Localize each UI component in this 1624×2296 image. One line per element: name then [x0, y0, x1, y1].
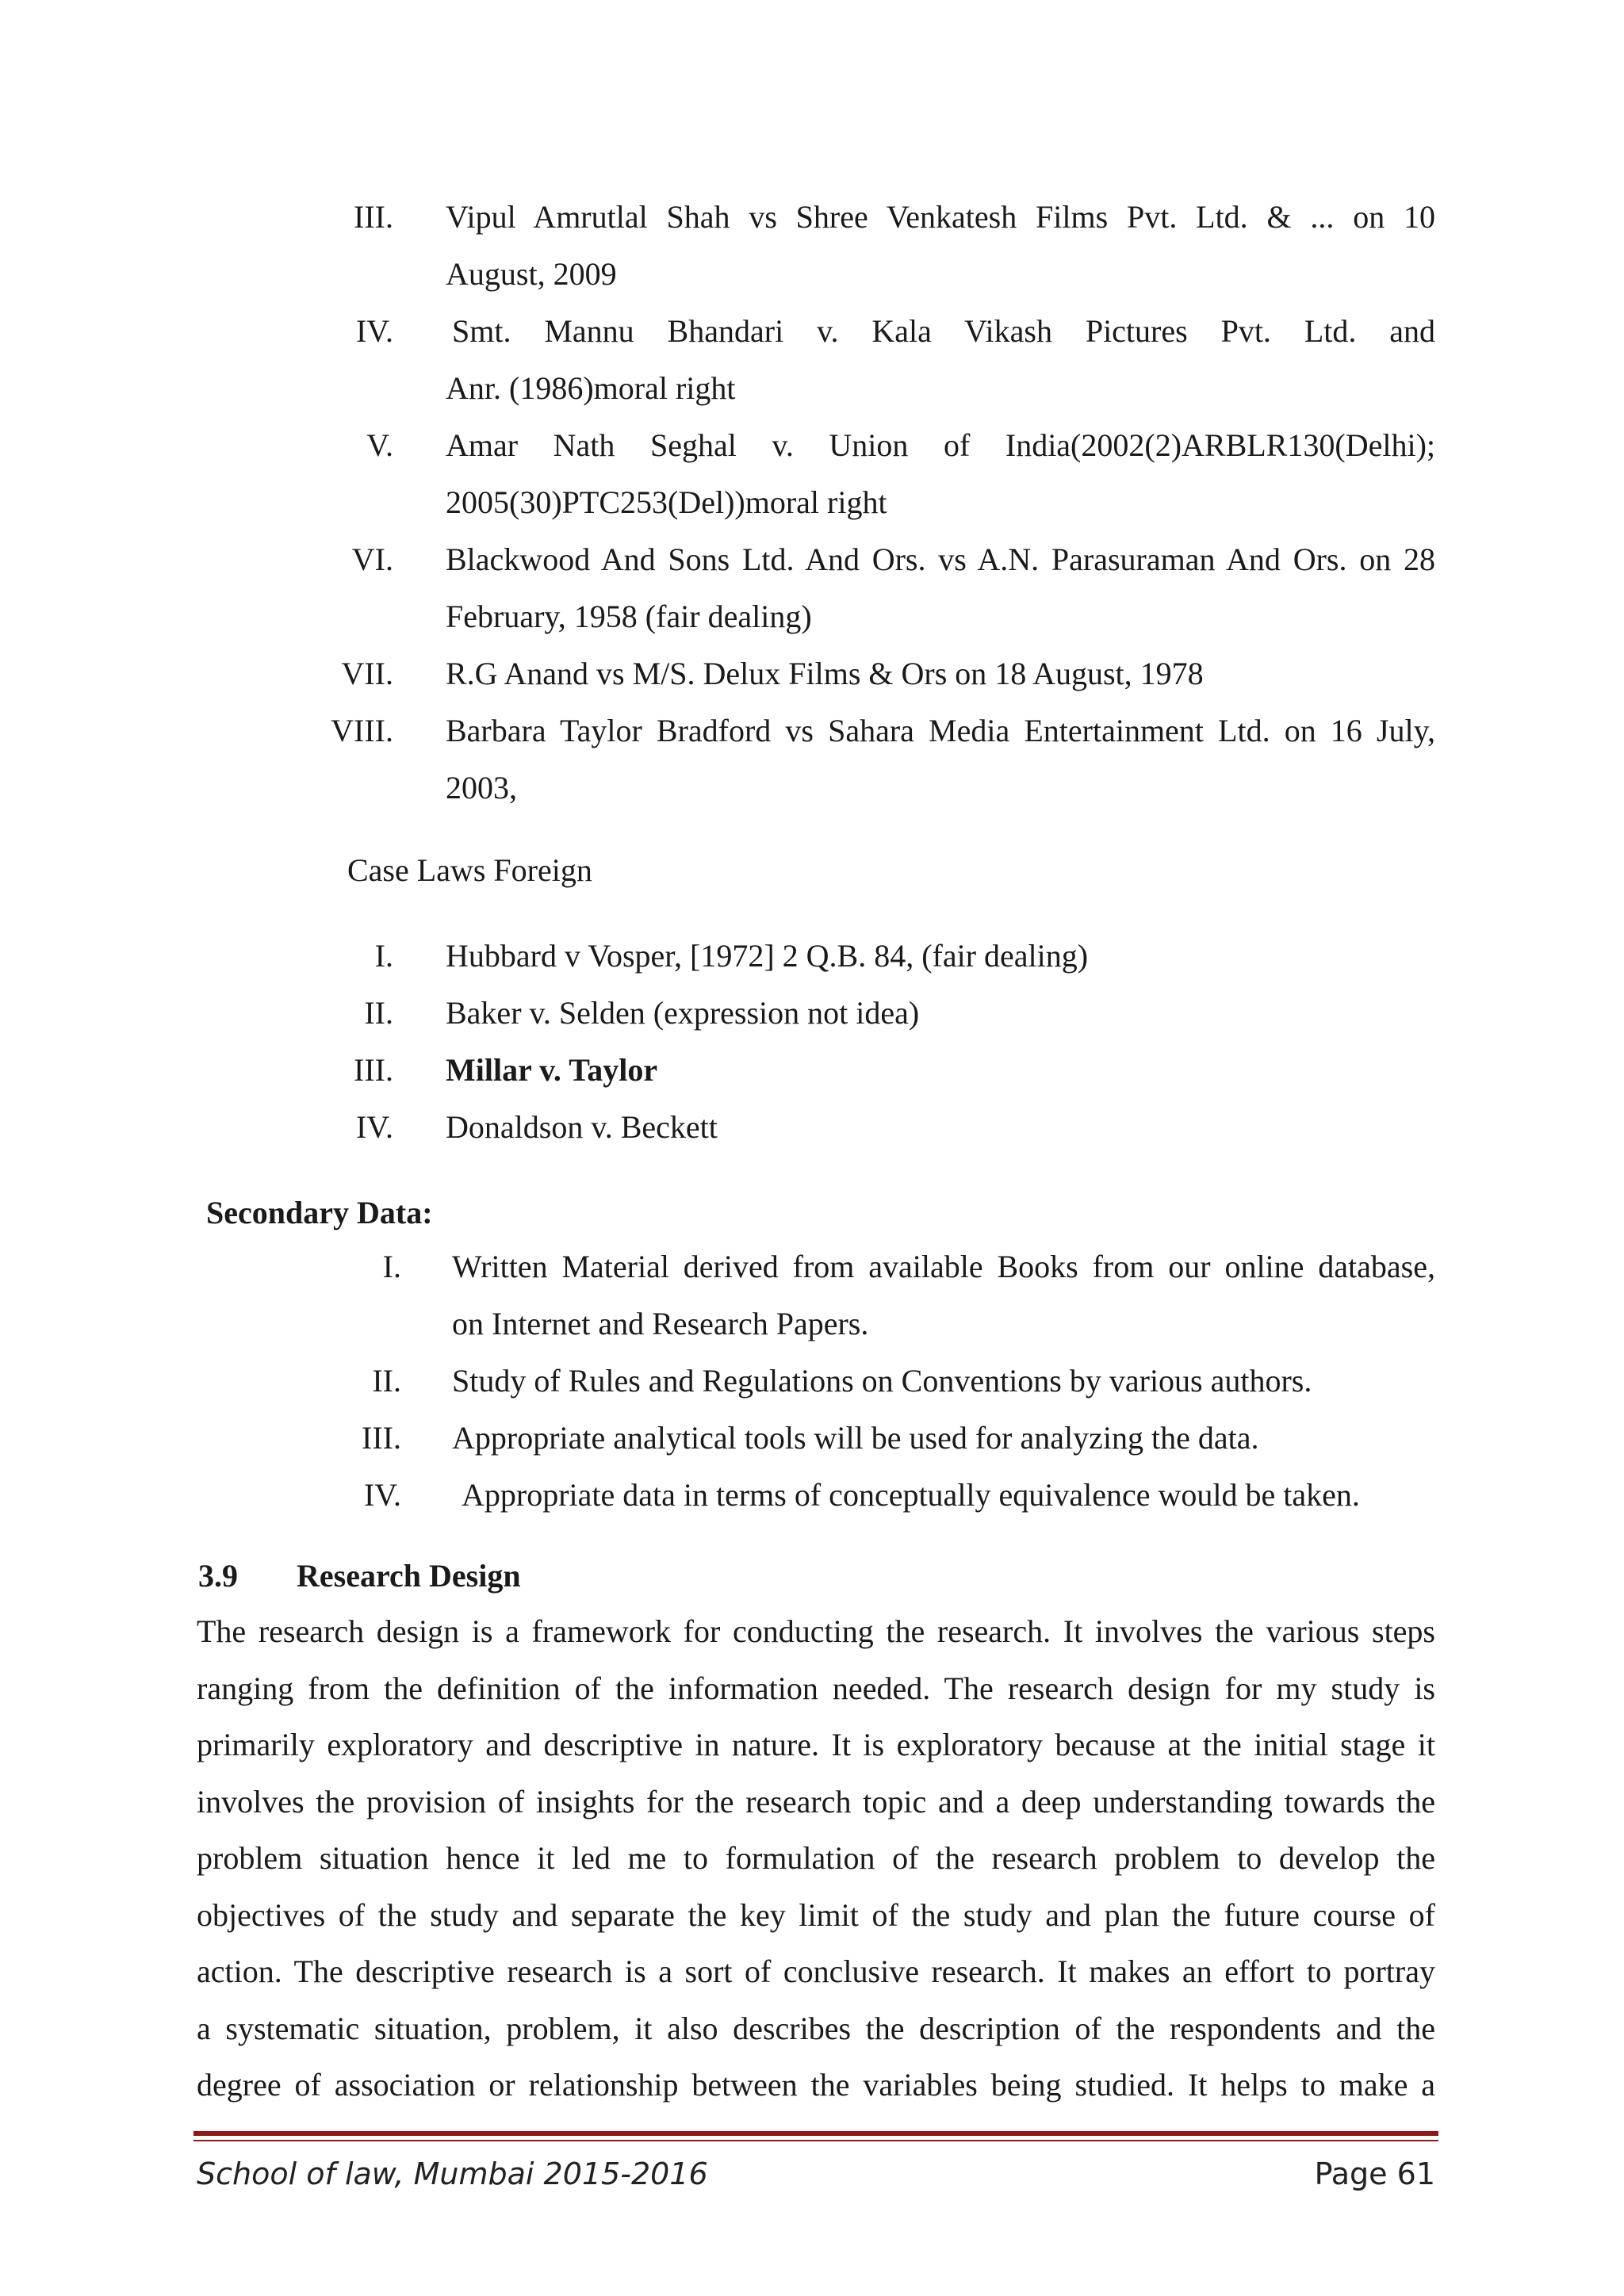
item-text-line: Smt. Mannu Bhandari v. Kala Vikash Pictures Pvt. Ltd. and: [452, 313, 1435, 349]
item-text-line: February, 1958 (fair dealing): [446, 599, 812, 634]
item-text-line: Anr. (1986)moral right: [446, 370, 736, 406]
item-text-line: on Internet and Research Papers.: [452, 1306, 869, 1341]
paragraph-line: ranging from the definition of the information needed. The research design for my study is: [197, 1670, 1435, 1706]
item-text-line: Amar Nath Seghal v. Union of India(2002(2)ARBLR130(Delhi);: [446, 427, 1435, 463]
item-text-line: Appropriate data in terms of conceptually equivalence would be taken.: [462, 1477, 1360, 1513]
page-number: Page 61: [1314, 2156, 1435, 2191]
item-text-line: 2005(30)PTC253(Del))moral right: [446, 484, 887, 520]
research-design-paragraph: [197, 1603, 1435, 2114]
section-title: Research Design: [297, 1558, 521, 1594]
item-text-line: Barbara Taylor Bradford vs Sahara Media Entertainment Ltd. on 16 July,: [446, 713, 1435, 748]
item-text: Hubbard v Vosper, [1972] 2 Q.B. 84, (fair dealing): [446, 938, 1089, 974]
item-text-line: Vipul Amrutlal Shah vs Shree Venkatesh Films Pvt. Ltd. & ... on 10: [446, 199, 1435, 235]
section-number: 3.9: [198, 1558, 238, 1594]
item-text-line: August, 2009: [446, 256, 617, 292]
item-number: I.: [374, 938, 393, 974]
paragraph-line: objectives of the study and separate the key limit of the study and plan the future course of: [197, 1896, 1435, 1933]
paragraph-line: a systematic situation, problem, it also describes the description of the respondents and the: [197, 2010, 1435, 2046]
item-number: IV.: [355, 1109, 393, 1145]
paragraph-line: involves the provision of insights for the research topic and a deep understanding towards the: [197, 1783, 1435, 1820]
secondary-data-heading: Secondary Data:: [206, 1195, 433, 1230]
paragraph-line: action. The descriptive research is a sort of conclusive research. It makes an effort to portray: [197, 1954, 1435, 1989]
item-text-line: R.G Anand vs M/S. Delux Films & Ors on 18 August, 1978: [446, 656, 1204, 691]
item-number: III.: [362, 1420, 401, 1456]
item-number: II.: [372, 1363, 401, 1399]
paragraph-line: degree of association or relationship between the variables being studied. It helps to make a: [197, 2067, 1435, 2103]
paragraph-line: problem situation hence it led me to formulation of the research problem to develop the: [197, 1840, 1435, 1876]
item-number: III.: [354, 1052, 393, 1088]
item-text-line: Appropriate analytical tools will be used for analyzing the data.: [452, 1420, 1259, 1456]
item-text: Donaldson v. Beckett: [446, 1109, 718, 1145]
item-text-line: 2003,: [446, 770, 517, 806]
footer-rule-thin: [193, 2140, 1438, 2141]
item-text-line: Study of Rules and Regulations on Conventions by various authors.: [452, 1363, 1312, 1399]
footer-rule: [193, 2131, 1438, 2136]
item-number: IV.: [355, 313, 393, 349]
paragraph-line: The research design is a framework for conducting the research. It involves the various steps: [197, 1613, 1435, 1649]
item-number: VII.: [341, 656, 393, 691]
item-number: VIII.: [331, 713, 393, 748]
item-text-line: Written Material derived from available Books from our online database,: [452, 1249, 1435, 1284]
item-text-line: Blackwood And Sons Ltd. And Ors. vs A.N. Parasuraman And Ors. on 28: [446, 541, 1435, 577]
item-number: VI.: [351, 541, 393, 577]
item-number: I.: [382, 1249, 401, 1284]
item-number: II.: [364, 995, 393, 1031]
item-number: V.: [366, 427, 393, 463]
foreign-cases-heading: Case Laws Foreign: [347, 852, 592, 888]
paragraph-line: primarily exploratory and descriptive in nature. It is exploratory because at the initial stage it: [197, 1727, 1435, 1762]
item-text: Millar v. Taylor: [446, 1052, 658, 1088]
footer-institution: School of law, Mumbai 2015-2016: [197, 2156, 708, 2191]
item-number: III.: [354, 199, 393, 235]
item-number: IV.: [363, 1477, 401, 1513]
item-text: Baker v. Selden (expression not idea): [446, 995, 920, 1031]
